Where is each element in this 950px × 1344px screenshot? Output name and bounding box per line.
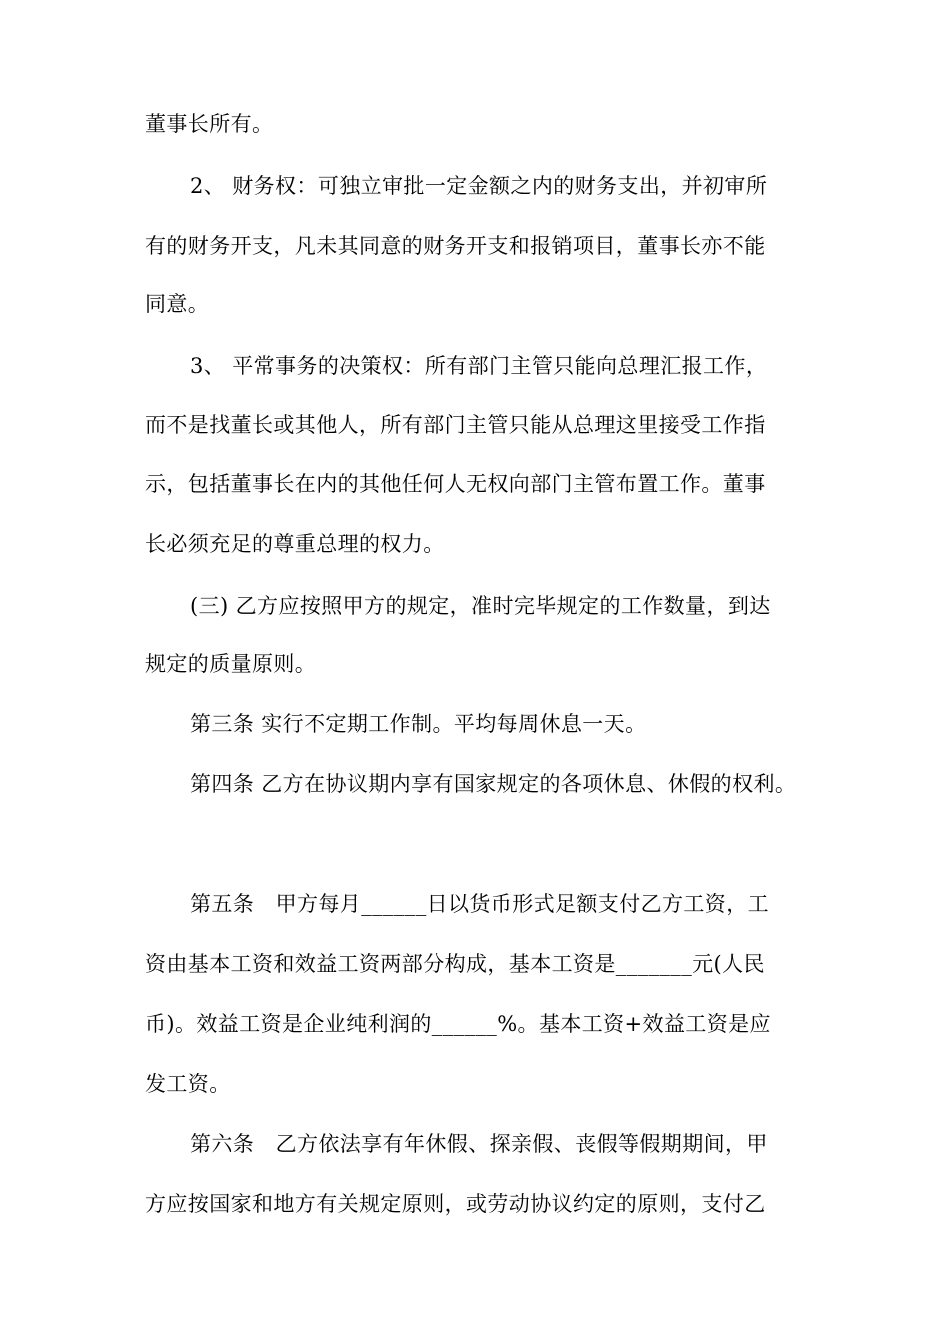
text-line-16: 发工资。 xyxy=(145,1072,231,1096)
text-line-14: 资由基本工资和效益工资两部分构成，基本工资是_______元(人民 xyxy=(145,952,765,976)
text-line-17: 第六条 乙方依法享有年休假、探亲假、丧假等假期期间，甲 xyxy=(190,1132,768,1156)
text-line-3: 有的财务开支，凡未其同意的财务开支和报销项目，董事长亦不能 xyxy=(145,234,766,258)
text-line-5: 3、 平常事务的决策权：所有部门主管只能向总理汇报工作， xyxy=(190,354,768,378)
text-line-6: 而不是找董长或其他人，所有部门主管只能从总理这里接受工作指 xyxy=(145,413,766,437)
text-line-18: 方应按国家和地方有关规定原则，或劳动协议约定的原则，支付乙 xyxy=(145,1192,766,1216)
text-line-4: 同意。 xyxy=(145,292,210,316)
text-line-1: 董事长所有。 xyxy=(145,112,274,136)
text-line-10: 规定的质量原则。 xyxy=(145,652,317,676)
text-line-12: 第四条 乙方在协议期内享有国家规定的各项休息、休假的权利。 xyxy=(190,772,797,796)
text-line-15: 币)。效益工资是企业纯利润的______%。基本工资+效益工资是应 xyxy=(145,1012,771,1036)
text-line-9: (三) 乙方应按照甲方的规定，准时完毕规定的工作数量，到达 xyxy=(190,594,771,618)
text-line-2: 2、 财务权：可独立审批一定金额之内的财务支出，并初审所 xyxy=(190,174,768,198)
text-line-8: 长必须充足的尊重总理的权力。 xyxy=(145,532,445,556)
text-line-11: 第三条 实行不定期工作制。平均每周休息一天。 xyxy=(190,712,647,736)
text-line-7: 示，包括董事长在内的其他任何人无权向部门主管布置工作。董事 xyxy=(145,472,766,496)
text-line-13: 第五条 甲方每月______日以货币形式足额支付乙方工资，工 xyxy=(190,892,769,916)
